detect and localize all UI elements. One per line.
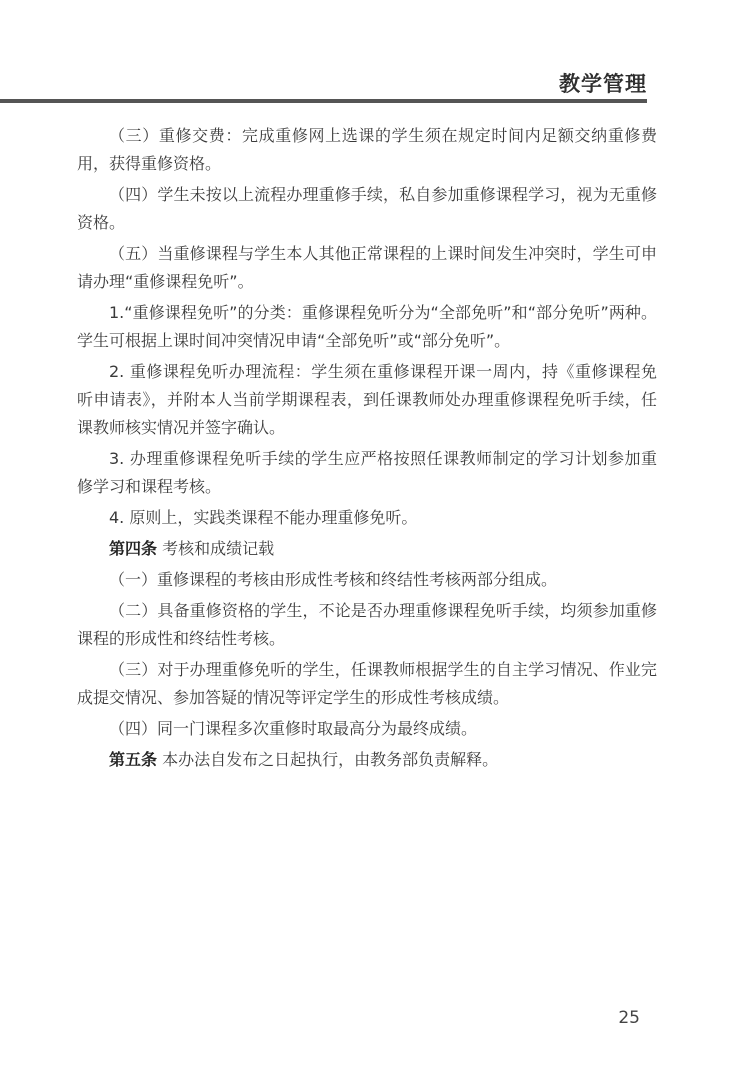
paragraph-formative-assessment: （三）对于办理重修免听的学生，任课教师根据学生的自主学习情况、作业完成提交情况、参加答疑的情况等评定学生的形成性考核成绩。: [77, 660, 657, 707]
article-5-text: 本办法自发布之日起执行，由教务部负责解释。: [162, 750, 499, 769]
paragraph-4-no-procedure: （四）学生未按以上流程办理重修手续，私自参加重修课程学习，视为无重修资格。: [77, 185, 657, 232]
paragraph-assessment-components: （一）重修课程的考核由形成性考核和终结性考核两部分组成。: [109, 570, 558, 589]
paragraph-exemption-types: 1.“重修课程免听”的分类：重修课程免听分为“全部免听”和“部分免听”两种。学生可根据上课时间冲突情况申请“全部免听”或“部分免听”。: [77, 303, 657, 350]
running-header-title: 教学管理: [559, 72, 647, 96]
paragraph-exemption-process: 2. 重修课程免听办理流程：学生须在重修课程开课一周内，持《重修课程免听申请表》，并附本人当前学期课程表，到任课教师处办理重修课程免听手续，任课教师核实情况并签字确认。: [77, 362, 657, 437]
header-divider: [0, 99, 647, 103]
paragraph-assessment-required: （二）具备重修资格的学生，不论是否办理重修课程免听手续，均须参加重修课程的形成性和终结性考核。: [77, 601, 657, 648]
article-5-label: 第五条: [109, 750, 158, 769]
article-4-title: 考核和成绩记载: [162, 539, 275, 558]
article-4-label: 第四条: [109, 539, 158, 558]
article-4-heading: [77, 535, 657, 563]
paragraph-exemption-study-plan: 3. 办理重修课程免听手续的学生应严格按照任课教师制定的学习计划参加重修学习和课程考核。: [77, 449, 657, 496]
page-number: 25: [618, 1008, 640, 1028]
paragraph-3-retake-fee: （三）重修交费：完成重修网上选课的学生须在规定时间内足额交纳重修费用，获得重修资格。: [77, 126, 657, 173]
article-5-heading: [77, 746, 657, 774]
page-body: [77, 122, 657, 777]
paragraph-practice-courses: 4. 原则上，实践类课程不能办理重修免听。: [109, 508, 418, 527]
paragraph-5-schedule-conflict: （五）当重修课程与学生本人其他正常课程的上课时间发生冲突时，学生可申请办理“重修课程免听”。: [77, 244, 657, 291]
paragraph-highest-score: （四）同一门课程多次重修时取最高分为最终成绩。: [109, 719, 478, 738]
